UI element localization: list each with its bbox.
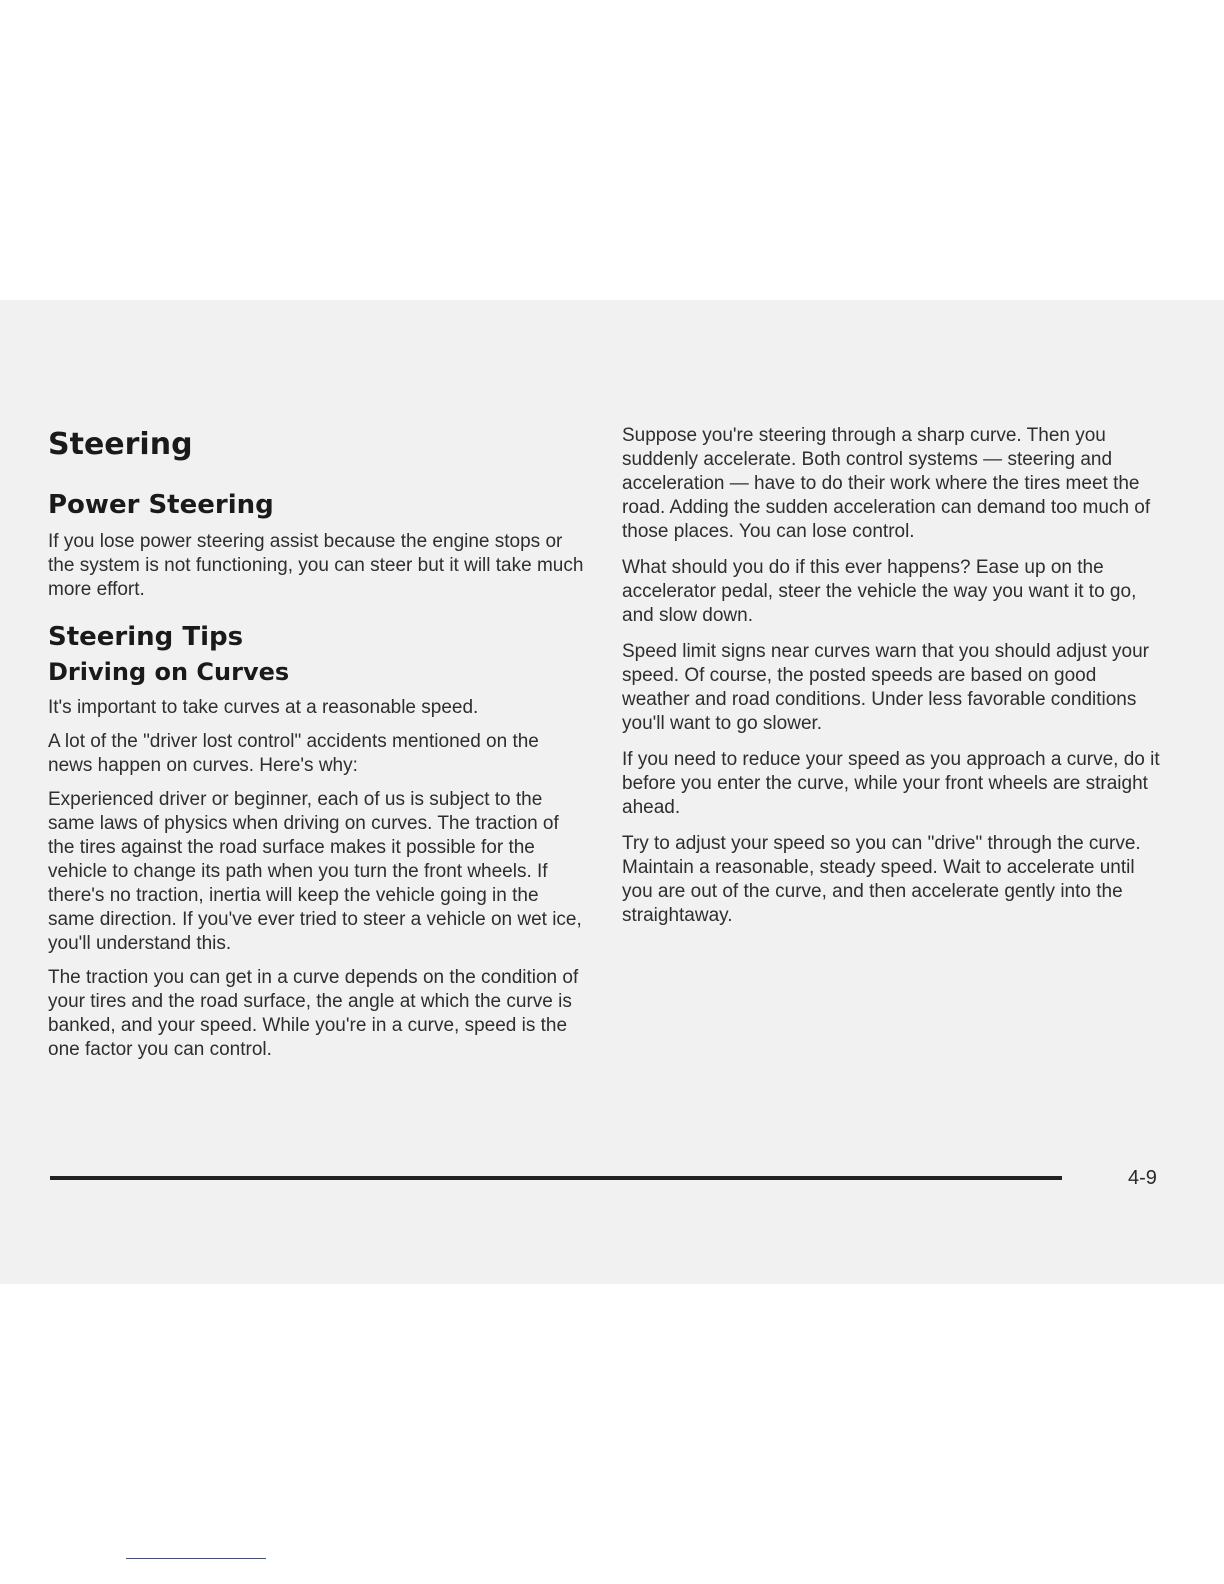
curves-paragraph-1: It's important to take curves at a reasonable speed. <box>48 697 479 718</box>
page-number: 4-9 <box>1128 1167 1157 1189</box>
bottom-underline-divider <box>126 1558 266 1559</box>
right-column <box>622 424 1162 940</box>
right-paragraph-3: Speed limit signs near curves warn that you should adjust your speed. Of course, the posted speeds are based on good weather and road conditions. Under less favorable conditions you'll want to go slower. <box>622 641 1149 734</box>
driving-on-curves-heading: Driving on Curves <box>48 658 290 686</box>
curves-paragraph-2: A lot of the "driver lost control" accidents mentioned on the news happen on curves. Here's why: <box>48 731 539 776</box>
power-steering-heading: Power Steering <box>48 490 274 520</box>
curves-paragraph-3: Experienced driver or beginner, each of us is subject to the same laws of physics when driving on curves. The traction of the tires against the road surface makes it possible for the vehicle to change its path when you turn the front wheels. If there's no traction, inertia will keep the vehicle going in the same direction. If you've ever tried to steer a vehicle on wet ice, you'll understand this. <box>48 789 582 954</box>
curves-paragraph-4: The traction you can get in a curve depends on the condition of your tires and the road surface, the angle at which the curve is banked, and your speed. While you're in a curve, speed is the one factor you can control. <box>48 967 579 1060</box>
section-title: Steering <box>48 427 193 462</box>
power-steering-paragraph: If you lose power steering assist because the engine stops or the system is not functioning, you can steer but it will take much more effort. <box>48 531 584 600</box>
right-paragraph-1: Suppose you're steering through a sharp curve. Then you suddenly accelerate. Both control systems — steering and acceleration — have to do their work where the tires meet the road. Adding the sudden acceleration can demand too much of those places. You can lose control. <box>622 425 1151 542</box>
left-column <box>48 424 588 1072</box>
right-paragraph-5: Try to adjust your speed so you can "drive" through the curve. Maintain a reasonable, steady speed. Wait to accelerate until you are out of the curve, and then accelerate gently into the straightaway. <box>622 833 1141 926</box>
footer-divider <box>50 1176 1062 1180</box>
steering-tips-heading: Steering Tips <box>48 622 244 652</box>
right-paragraph-4: If you need to reduce your speed as you approach a curve, do it before you enter the curve, while your front wheels are straight ahead. <box>622 749 1160 818</box>
right-paragraph-2: What should you do if this ever happens? Ease up on the accelerator pedal, steer the vehicle the way you want it to go, and slow down. <box>622 557 1137 626</box>
